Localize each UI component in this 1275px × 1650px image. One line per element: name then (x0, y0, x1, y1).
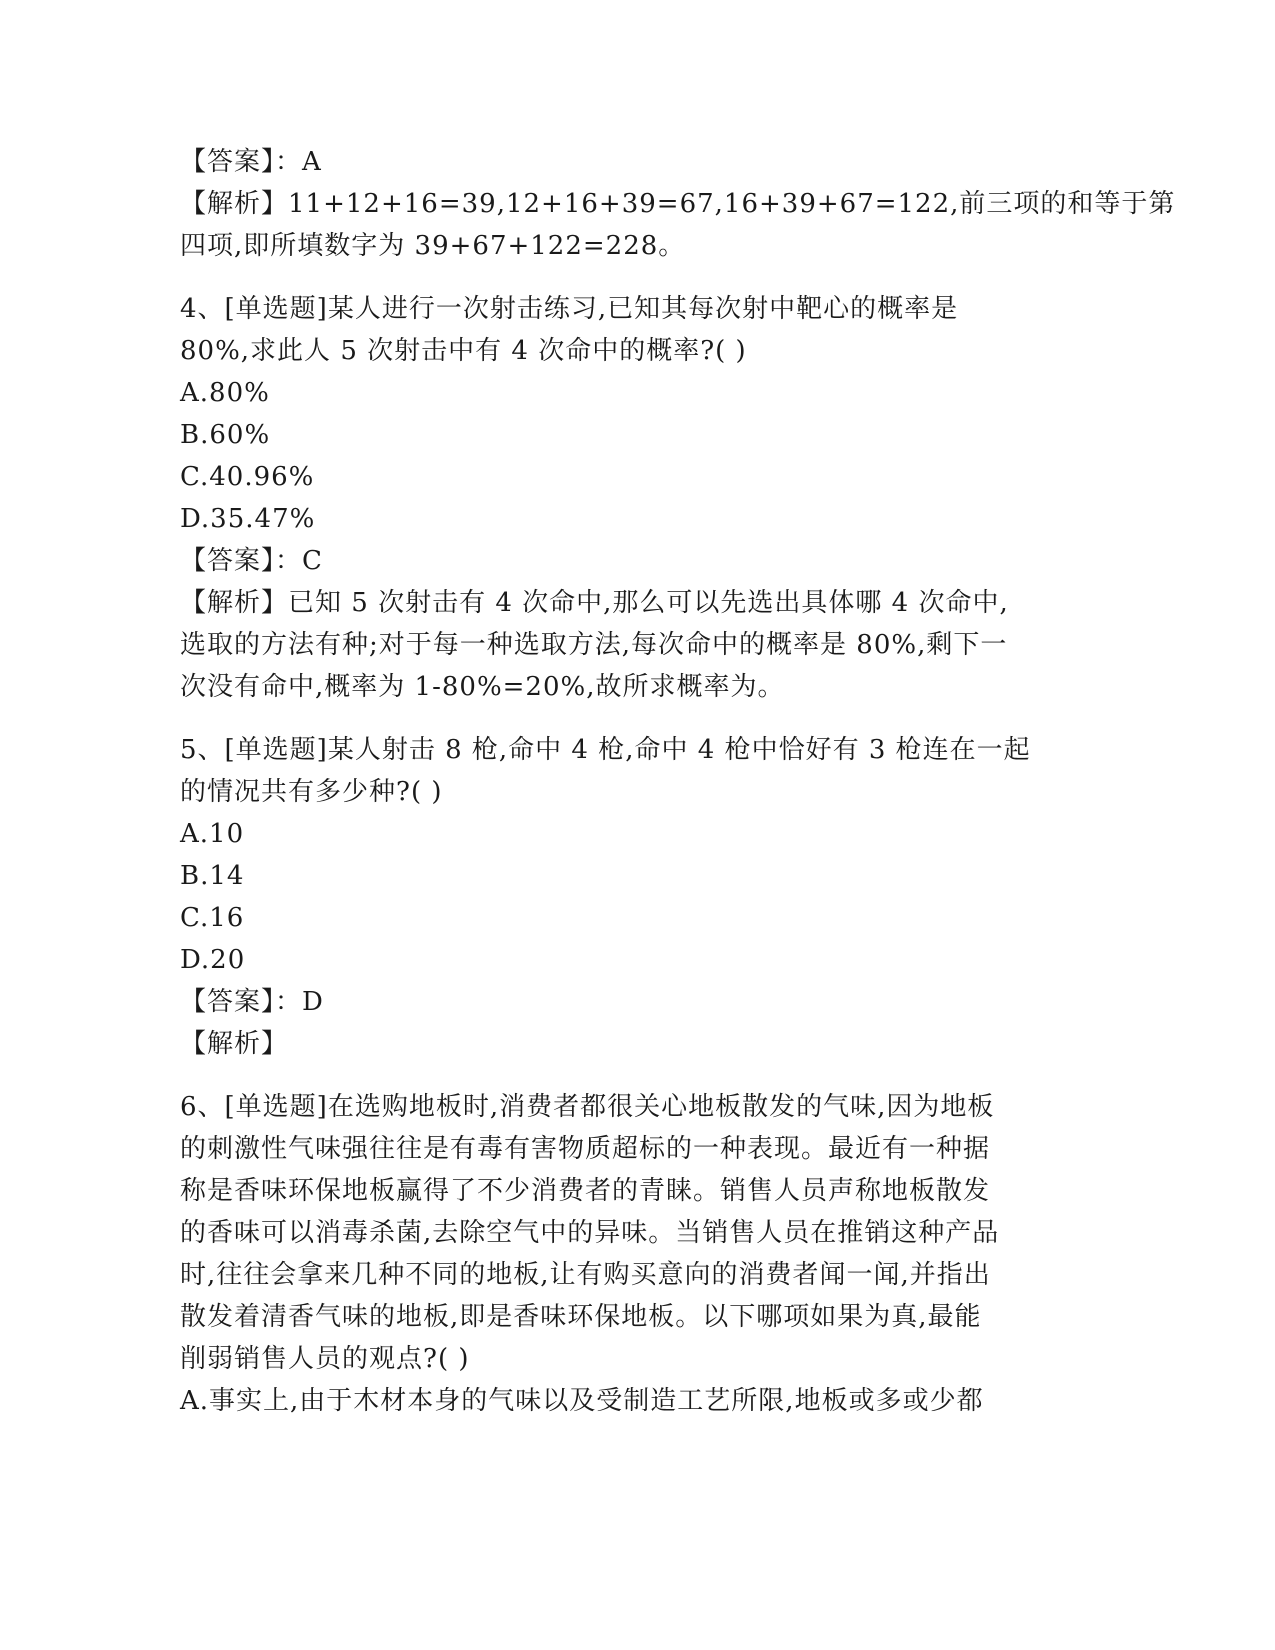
document-page (180, 141, 1176, 1422)
q4-analysis-line: 选取的方法有种;对于每一种选取方法,每次命中的概率是 80%,剩下一 (180, 630, 1008, 660)
q4-option-d: D.35.47% (180, 504, 316, 534)
q5-stem-line: 的情况共有多少种?( ) (180, 777, 443, 807)
q5-option-a: A.10 (180, 819, 245, 849)
q4-option-c: C.40.96% (180, 462, 315, 492)
q4-option-a: A.80% (180, 378, 270, 408)
q4-analysis-line: 次没有命中,概率为 1-80%=20%,故所求概率为。 (180, 672, 785, 702)
q4-stem-line: 80%,求此人 5 次射击中有 4 次命中的概率?( ) (180, 336, 747, 366)
section-gap (180, 708, 1040, 729)
q3-analysis-line: 四项,即所填数字为 39+67+122=228。 (180, 231, 686, 261)
q6-stem-line: 时,往往会拿来几种不同的地板,让有购买意向的消费者闻一闻,并指出 (180, 1260, 991, 1290)
q6-stem-line: 称是香味环保地板赢得了不少消费者的青睐。销售人员声称地板散发 (180, 1176, 991, 1206)
q4-option-b: B.60% (180, 420, 271, 450)
q4-stem-line: 4、[单选题]某人进行一次射击练习,已知其每次射中靶心的概率是 (180, 294, 959, 324)
section-gap (180, 267, 1040, 288)
q5-option-b: B.14 (180, 861, 245, 891)
q6-stem-line: 散发着清香气味的地板,即是香味环保地板。以下哪项如果为真,最能 (180, 1302, 982, 1332)
q5-analysis-line: 【解析】 (180, 1029, 289, 1059)
q6-option-a: A.事实上,由于木材本身的气味以及受制造工艺所限,地板或多或少都 (180, 1386, 984, 1416)
q4-analysis-line: 【解析】已知 5 次射击有 4 次命中,那么可以先选出具体哪 4 次命中, (180, 588, 1009, 618)
q5-option-c: C.16 (180, 903, 245, 933)
q5-option-d: D.20 (180, 945, 246, 975)
q3-answer: 【答案】：A (180, 147, 322, 177)
q6-stem-line: 的刺激性气味强往往是有毒有害物质超标的一种表现。最近有一种据 (180, 1134, 991, 1164)
section-gap (180, 1065, 1040, 1086)
q6-stem-line: 的香味可以消毒杀菌,去除空气中的异味。当销售人员在推销这种产品 (180, 1218, 1000, 1248)
q4-answer: 【答案】：C (180, 546, 323, 576)
q6-stem-line: 削弱销售人员的观点?( ) (180, 1344, 470, 1374)
q3-analysis-line: 【解析】11+12+16=39,12+16+39=67,16+39+67=122,前三项的和等于第 (180, 189, 1176, 219)
q6-stem-line: 6、[单选题]在选购地板时,消费者都很关心地板散发的气味,因为地板 (180, 1092, 995, 1122)
q5-stem-line: 5、[单选题]某人射击 8 枪,命中 4 枪,命中 4 枪中恰好有 3 枪连在一起 (180, 735, 1031, 765)
q5-answer: 【答案】：D (180, 987, 324, 1017)
